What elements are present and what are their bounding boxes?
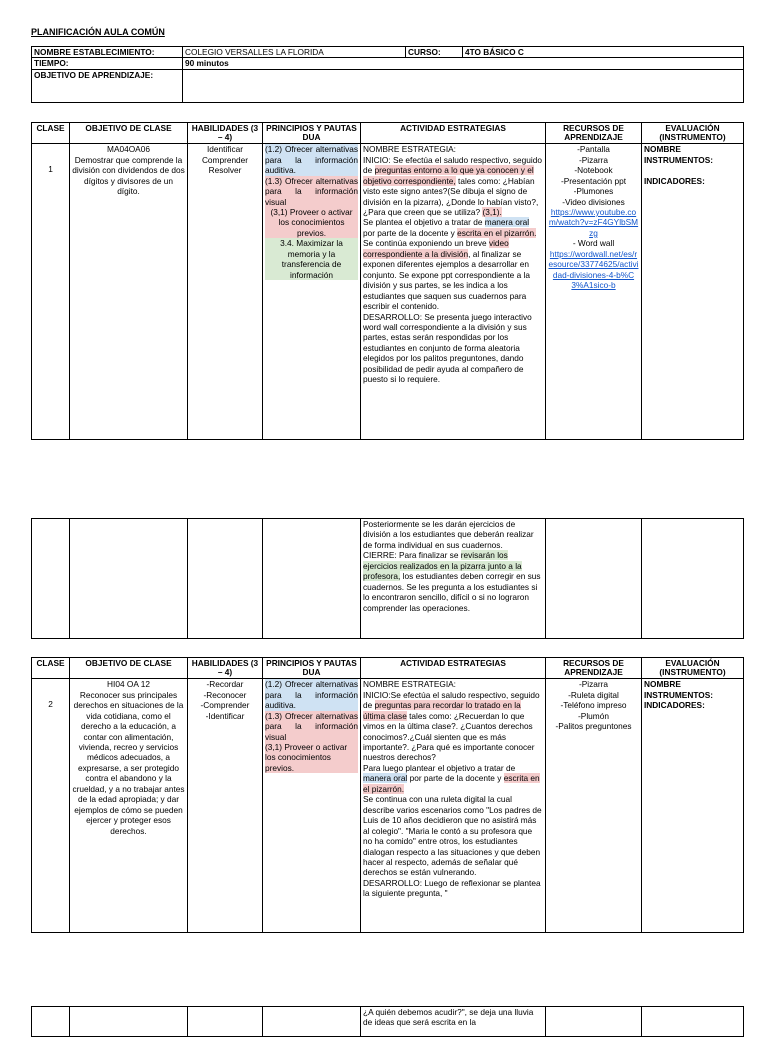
empty-cell [70,519,188,639]
class-number: 1 [32,144,70,440]
activity-text: Posteriormente se les darán ejercicios de división a los estudiantes que deberán realizar de forma individual en sus cuadernos. [363,519,534,550]
class-evaluation [642,679,744,933]
objective-text: Reconocer sus principales derechos en situaciones de la vida cotidiana, como el derecho a la educación, a contar con alimentación, vivienda, recreo y servicios médicos adecuados, a expresarse, a ser protegido contra el abandono y la crueldad, y a no trabajar antes de la edad apropiada; y dar ejemplos de cómo se pueden ejercer y proteger esos derechos. [72,689,185,836]
skill-item: -Comprender [200,700,250,711]
activity-text: , al finalizar se exponen diferentes ejemplos a desarrollar en conjunto. Se expone ppt correspondiente a la división y sus partes, se les indica a los estudiantes que saquen sus cuadernos para escribir el contenido. [363,248,530,312]
activity-text: CIERRE: Para finalizar se [363,550,461,561]
col-actividad: ACTIVIDAD ESTRATEGIAS [361,658,546,679]
class-activity-continued [361,519,546,639]
resource-item: -Presentación ppt [560,175,627,186]
empty-cell [188,519,263,639]
objetivo-value [183,69,744,102]
empty-cell [642,519,744,639]
activity-text: los estudiantes deben corregir en sus cuadernos. Se les pregunta a los estudiantes si lo encontraron sencillo, difícil o si no lograron comprender las operaciones. [363,571,541,613]
class-2-table [31,657,744,933]
col-habilidades: HABILIDADES (3 – 4) [188,123,263,144]
class-1-continuation-table [31,518,744,639]
col-principios: PRINCIPIOS Y PAUTAS DUA [263,658,361,679]
skill-item: -Recordar [206,679,244,690]
class-resources [546,144,642,440]
empty-cell [188,1007,263,1037]
activity-text: tales como: ¿Recuerdan lo que vimos en la última clase?. ¿Cuantos derechos conocimos?.¿Cuál sienten que es más importante?. ¿Para qué es importante conocer nuestros derechos? [363,710,535,763]
objective-code: HI04 OA 12 [107,679,150,690]
activity-text: Se plantea el objetivo a tratar de [363,217,485,228]
resource-item: -Plumón [578,710,609,721]
indicators-label: INDICADORES: [644,175,705,186]
empty-cell [32,519,70,639]
activity-highlight: video correspondiente a la división [363,238,509,259]
resource-item: -Teléfono impreso [560,700,627,711]
col-clase: CLASE [32,658,70,679]
empty-cell [70,1007,188,1037]
strategy-name: NOMBRE ESTRATEGIA: [363,679,456,690]
document-title: PLANIFICACIÓN AULA COMÚN [31,27,165,37]
dua-principle: (3,1) Proveer o activar los conocimientos previos. [265,207,358,238]
tiempo-value: 90 minutos [183,58,744,69]
curso-value: 4TO BÁSICO C [463,47,744,58]
col-evaluacion: EVALUACIÓN (INSTRUMENTO) [642,123,744,144]
class-number: 2 [32,679,70,933]
activity-highlight: escrita en el pizarrón. [363,773,540,794]
class-resources [546,679,642,933]
skill-item: -Identificar [205,710,245,721]
activity-highlight: manera oral [484,217,530,228]
empty-cell [263,1007,361,1037]
resource-item: -Pizarra [578,154,609,165]
col-clase: CLASE [32,123,70,144]
activity-highlight: revisarán los ejercicios realizados en la pizarra junto a la profesora, [363,550,522,582]
indicators-label: INDICADORES: [644,700,705,711]
activity-text: DESARROLLO: Luego de reflexionar se plantea la siguiente pregunta, " [363,877,541,899]
skill-item: Comprender [201,154,249,165]
instruments-label: NOMBRE INSTRUMENTOS: [644,144,713,165]
class-dua [263,679,361,933]
activity-text: Se continua con una ruleta digital la cual describe varios escenarios como "Los padres de Luis de 10 años decidieron que no asistirá más al colegio". "Maria le contó a su profesora que no ha comido" entre otros, los estudiantes dialogan respecto a las situaciones y que deben hacer al respecto, además de señalar qué derechos se están vulnerando. [363,794,542,878]
resource-item: -Video divisiones [562,196,625,207]
establecimiento-value: COLEGIO VERSALLES LA FLORIDA [183,47,406,58]
resource-item: -Ruleta digital [568,689,619,700]
activity-text: INICIO:Se efectúa el saludo respectivo, seguido de [363,689,540,711]
activity-text: Para luego plantear el objetivo a tratar de [363,762,516,773]
col-recursos: RECURSOS DE APRENDIZAJE [546,123,642,144]
instruments-label: NOMBRE INSTRUMENTOS: [644,679,713,700]
dua-principle: (1.2) Ofrecer alternativas para la información auditiva. [265,679,358,711]
class-objective [70,144,188,440]
dua-principle: 3.4. Maximizar la memoria y la transferencia de información [265,238,358,280]
establecimiento-label: NOMBRE ESTABLECIMIENTO: [32,47,183,58]
col-objetivo: OBJETIVO DE CLASE [70,123,188,144]
column-header-row [32,658,744,679]
activity-text: tales como: ¿Habían visto este signo antes?(Se dibuja el signo de división en la pizarra), ¿Donde lo habían visto?, ¿Para que creen que se utiliza? [363,175,539,217]
col-objetivo: OBJETIVO DE CLASE [70,658,188,679]
objective-code: MA04OA06 [107,144,150,155]
class-1-continuation-row [32,519,744,639]
class-activity [361,679,546,933]
wordwall-link[interactable]: https://wordwall.net/es/resource/33774625/actividad-divisiones-4-b%C3%A1sico-b [548,248,639,291]
dua-principle: (1.3) Ofrecer alternativas para la información visual [265,175,358,207]
activity-highlight: (3,1). [482,206,502,217]
header-table [31,46,744,103]
curso-label: CURSO: [406,47,463,58]
class-dua [263,144,361,440]
activity-highlight: manera oral [363,773,408,784]
class-activity-continued: ¿A quién debemos acudir?", se deja una lluvia de ideas que será escrita en la [361,1007,546,1037]
activity-highlight: preguntas para recordar lo tratado en la última clase [363,700,521,721]
class-objective [70,679,188,933]
activity-text: Se continúa exponiendo un breve [363,238,489,249]
youtube-link[interactable]: https://www.youtube.com/watch?v=zF4GYlbSMzg [548,206,639,238]
col-recursos: RECURSOS DE APRENDIZAJE [546,658,642,679]
empty-cell [642,1007,744,1037]
class-skills [188,679,263,933]
dua-principle: (3,1) Proveer o activar los conocimientos previos. [265,742,358,773]
resource-item: -Notebook [574,165,613,176]
col-evaluacion: EVALUACIÓN (INSTRUMENTO) [642,658,744,679]
resource-item: -Pizarra [578,679,609,690]
empty-cell [546,519,642,639]
activity-highlight: escrita en el pizarrón. [457,227,537,238]
header-row-tiempo [32,58,744,69]
col-actividad: ACTIVIDAD ESTRATEGIAS [361,123,546,144]
activity-highlight: preguntas entorno a lo que ya conocen y el objetivo correspondiente, [363,165,534,186]
class-2-row [32,679,744,933]
activity-text: por parte de la docente y [407,773,504,784]
class-activity [361,144,546,440]
empty-cell [32,1007,70,1037]
col-principios: PRINCIPIOS Y PAUTAS DUA [263,123,361,144]
objective-text: Demostrar que comprende la división con dividendos de dos dígitos y divisores de un dígito. [72,154,185,197]
column-header-row [32,123,744,144]
resource-item: -Palitos preguntones [555,721,632,732]
class-1-row [32,144,744,440]
skill-item: -Reconocer [203,689,247,700]
resource-item: -Pantalla [577,144,610,155]
class-2-continuation-row [32,1007,744,1037]
class-evaluation [642,144,744,440]
class-skills [188,144,263,440]
dua-principle: (1.2) Ofrecer alternativas para la información auditiva. [265,144,358,176]
header-row-objetivo [32,69,744,102]
header-row-establecimiento [32,47,744,58]
skill-item: Identificar [207,144,243,155]
tiempo-label: TIEMPO: [32,58,183,69]
dua-principle: (1.3) Ofrecer alternativas para la información visual [265,710,358,742]
activity-text: INICIO: Se efectúa el saludo respectivo, seguido de [363,154,542,176]
empty-cell [263,519,361,639]
empty-cell [546,1007,642,1037]
class-1-table [31,122,744,440]
resource-item: - Word wall [572,238,615,249]
skill-item: Resolver [208,165,242,176]
resource-item: -Plumones [573,186,614,197]
strategy-name: NOMBRE ESTRATEGIA: [363,144,456,155]
activity-text: DESARROLLO: Se presenta juego interactivo word wall correspondiente a la división y sus partes, estas serán respondidas por los estudiantes en conjunto de forma aleatoria elegidos por los palitos preguntones, dando posibilidad de pedir ayuda al compañero de puesto si lo requiere. [363,311,532,385]
col-habilidades: HABILIDADES (3 – 4) [188,658,263,679]
activity-text: por parte de la docente y [363,227,458,238]
objetivo-label: OBJETIVO DE APRENDIZAJE: [32,69,183,102]
class-2-continuation-table [31,1006,744,1037]
